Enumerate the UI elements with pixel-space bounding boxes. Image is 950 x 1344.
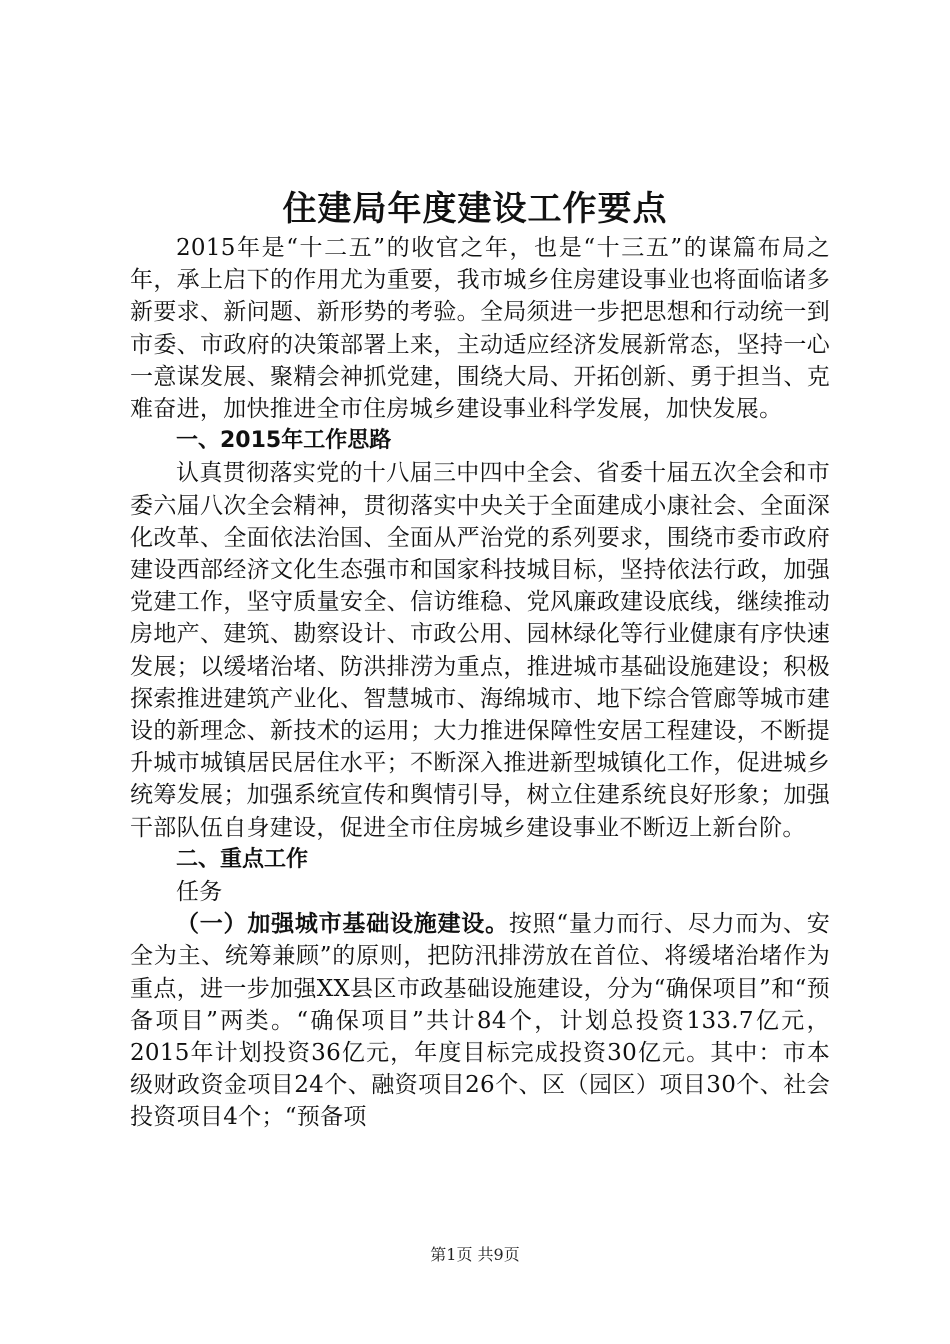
intro-paragraph: 2015年是“十二五”的收官之年，也是“十三五”的谋篇布局之年，承上启下的作用尤为重要，我市城乡住房建设事业也将面临诸多新要求、新问题、新形势的考验。全局须进一步把思想和行动统一到市委、市政府的决策部署上来，主动适应经济发展新常态，坚持一心一意谋发展、聚精会神抓党建，围绕大局、开拓创新、勇于担当、克难奋进，加快推进全市住房城乡建设事业科学发展，加快发展。	[130, 235, 830, 423]
page-footer: 第1页 共9页	[430, 1245, 520, 1264]
section-heading-work-ideas: 一、2015年工作思路	[176, 428, 392, 454]
work-ideas-paragraph: 认真贯彻落实党的十八届三中四中全会、省委十届五次全会和市委六届八次全会精神，贯彻落实中央关于全面建成小康社会、全面深化改革、全面依法治国、全面从严治党的系列要求，围绕市委市政府建设西部经济文化生态强市和国家科技城目标，坚持依法行政，加强党建工作，坚守质量安全、信访维稳、党风廉政建设底线，继续推动房地产、建筑、勘察设计、市政公用、园林绿化等行业健康有序快速发展；以缓堵治堵、防洪排涝为重点，推进城市基础设施建设；积极探索推进建筑产业化、智慧城市、海绵城市、地下综合管廊等城市建设的新理念、新技术的运用；大力推进保障性安居工程建设，不断提升城市城镇居民居住水平；不断深入推进新型城镇化工作，促进城乡统筹发展；加强系统宣传和舆情引导，树立住建系统良好形象；加强干部队伍自身建设，促进全市住房城乡建设事业不断迈上新台阶。	[130, 460, 830, 841]
section-heading-key-work: 二、重点工作	[176, 846, 309, 872]
infrastructure-paragraph	[130, 908, 830, 1133]
infrastructure-item-title: （一）加强城市基础设施建设。	[176, 911, 509, 938]
infrastructure-item-body: 按照“量力而行、尽力而为、安全为主、统筹兼顾”的原则，把防汛排涝放在首位、将缓堵治堵作为重点，进一步加强XX县区市政基础设施建设，分为“确保项目”和“预备项目”两类。“确保项目”共计84个，计划总投资133.7亿元，2015年计划投资36亿元，年度目标完成投资30亿元。其中：市本级财政资金项目24个、融资项目26个、区（园区）项目30个、社会投资项目4个；“预备项	[130, 911, 830, 1131]
task-label: 任务	[176, 879, 223, 906]
document-title: 住建局年度建设工作要点	[282, 189, 668, 229]
document-body	[130, 232, 830, 1134]
